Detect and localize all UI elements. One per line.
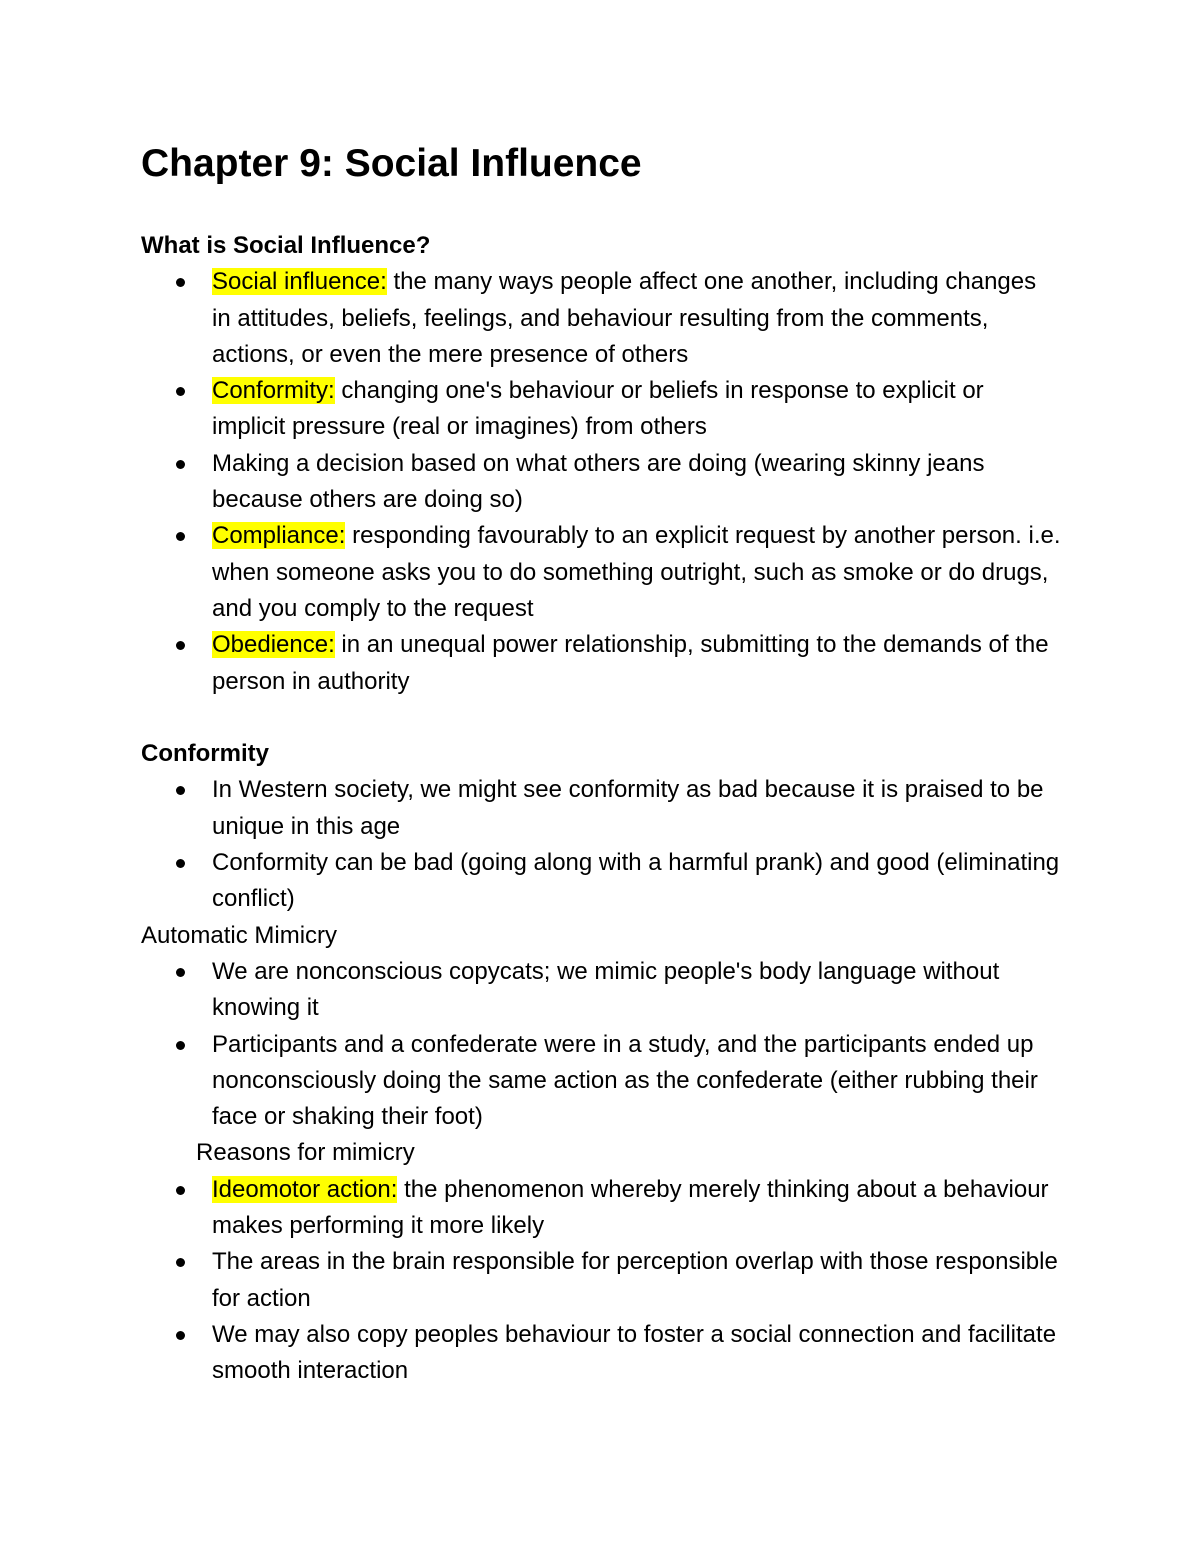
highlighted-term: Ideomotor action: xyxy=(212,1175,398,1203)
list-item xyxy=(141,772,1061,845)
list-item xyxy=(141,627,1061,700)
bullet-icon xyxy=(176,859,185,868)
item-text: We are nonconscious copycats; we mimic people's body language without knowing it xyxy=(212,957,1000,1022)
list-item xyxy=(141,1027,1061,1136)
bullet-list-conformity xyxy=(141,772,1061,917)
subheading-reasons-for-mimicry: Reasons for mimicry xyxy=(196,1139,415,1167)
definition-text: the phenomenon whereby merely thinking about a behaviour makes performing it more likely xyxy=(212,1175,1049,1240)
bullet-icon xyxy=(176,1258,185,1267)
bullet-list-reasons-for-mimicry xyxy=(141,1172,1061,1390)
list-item xyxy=(141,1244,1061,1317)
list-item xyxy=(141,264,1061,373)
bullet-icon xyxy=(176,1331,185,1340)
list-item xyxy=(141,845,1061,918)
bullet-icon xyxy=(176,460,185,469)
list-item xyxy=(141,373,1061,446)
page-title: Chapter 9: Social Influence xyxy=(141,142,642,185)
list-item xyxy=(141,954,1061,1027)
item-text: We may also copy peoples behaviour to foster a social connection and facilitate smooth interaction xyxy=(212,1320,1057,1385)
list-item xyxy=(141,1317,1061,1390)
highlighted-term: Social influence: xyxy=(212,268,387,296)
bullet-icon xyxy=(176,1186,185,1195)
definition-text: in an unequal power relationship, submitting to the demands of the person in authority xyxy=(212,631,1049,695)
section-heading-conformity: Conformity xyxy=(141,740,269,768)
bullet-icon xyxy=(176,387,185,396)
highlighted-term: Obedience: xyxy=(212,631,335,659)
list-item xyxy=(141,1172,1061,1245)
list-item xyxy=(141,518,1061,627)
definition-text: responding favourably to an explicit request by another person. i.e. when someone asks you to do something outright, such as smoke or do drugs, and you comply to the request xyxy=(212,522,1061,622)
bullet-icon xyxy=(176,1041,185,1050)
document-page xyxy=(141,140,1061,1390)
list-item xyxy=(141,446,1061,519)
item-text: Making a decision based on what others are doing (wearing skinny jeans because others are doing so) xyxy=(212,449,985,514)
item-text: The areas in the brain responsible for perception overlap with those responsible for action xyxy=(212,1248,1058,1312)
bullet-list-automatic-mimicry xyxy=(141,954,1061,1135)
item-text: Participants and a confederate were in a study, and the participants ended up nonconsciously doing the same action as the confederate (either rubbing their face or shaking their foot) xyxy=(212,1030,1038,1131)
bullet-icon xyxy=(176,278,185,287)
item-text: Conformity can be bad (going along with a harmful prank) and good (eliminating conflict) xyxy=(212,849,1060,913)
bullet-icon xyxy=(176,641,185,650)
bullet-icon xyxy=(176,786,185,795)
bullet-list-social-influence xyxy=(141,264,1061,700)
definition-text: changing one's behaviour or beliefs in response to explicit or implicit pressure (real or imagines) from others xyxy=(212,377,984,441)
highlighted-term: Conformity: xyxy=(212,377,335,405)
subheading-automatic-mimicry: Automatic Mimicry xyxy=(141,921,338,949)
highlighted-term: Compliance: xyxy=(212,522,346,550)
spacer xyxy=(141,700,1061,736)
bullet-icon xyxy=(176,968,185,977)
spacer xyxy=(141,188,1061,228)
section-heading-social-influence: What is Social Influence? xyxy=(141,232,431,259)
definition-text: the many ways people affect one another, including changes in attitudes, beliefs, feelings, and behaviour resulting from the comments, actions, or even the mere presence of others xyxy=(212,268,1037,368)
item-text: In Western society, we might see conformity as bad because it is praised to be unique in this age xyxy=(212,776,1044,840)
bullet-icon xyxy=(176,532,185,541)
